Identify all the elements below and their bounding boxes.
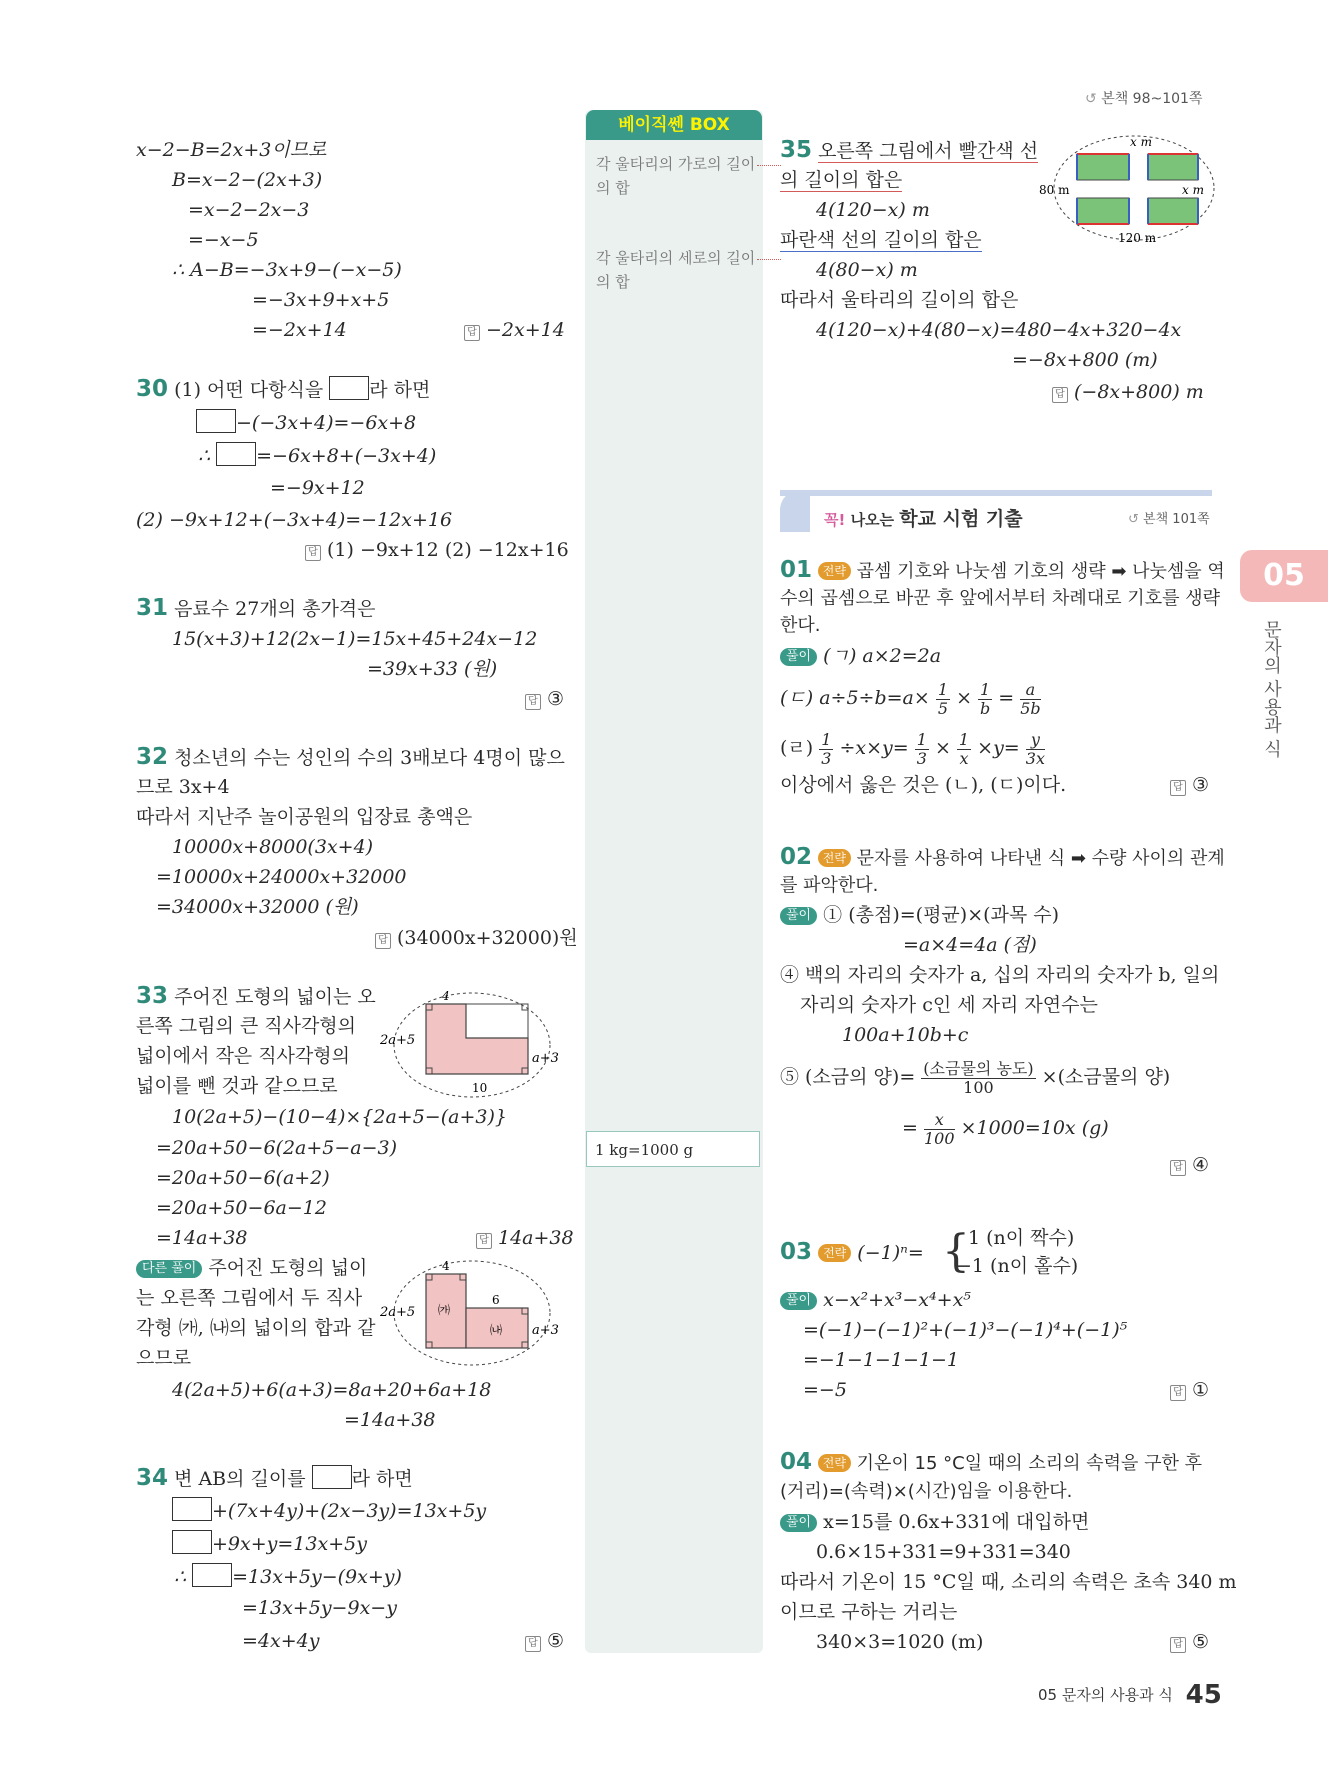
text-line: x−2−B=2x+3이므로 bbox=[136, 139, 327, 161]
text-line: =39x+33 (원) bbox=[367, 658, 498, 680]
label: 6 bbox=[492, 1293, 500, 1307]
section-ref: ↺ 본책 101쪽 bbox=[1128, 512, 1210, 527]
answer-icon: 답 bbox=[476, 1233, 492, 1249]
text-line: 10(2a+5)−(10−4)×{2a+5−(a+3)} bbox=[172, 1106, 507, 1128]
text-line: =−x−5 bbox=[188, 229, 259, 251]
answer: 답 (34000x+32000)원 bbox=[375, 926, 578, 950]
text-line: ⑤ (소금의 양)= $\frac{\text{(소금물의 농도)}}{100}$ ×(소금물의 양) bbox=[780, 1058, 1171, 1097]
text-line: +(7x+4y)+(2x−3y)=13x+5y bbox=[172, 1497, 486, 1523]
answer: 답 (1) −9x+12 (2) −12x+16 bbox=[305, 538, 569, 562]
text-line: 4(2a+5)+6(a+3)=8a+20+6a+18 bbox=[172, 1379, 492, 1401]
text-line: =13x+5y−9x−y bbox=[242, 1597, 397, 1619]
problem-35: 35 오른쪽 그림에서 빨간색 선 bbox=[780, 137, 1039, 163]
fraction: $\frac{y}{3x}$ bbox=[1025, 729, 1045, 768]
text-line: =20a+50−6(a+2) bbox=[156, 1167, 330, 1189]
text-line: =−1−1−1−1−1 bbox=[803, 1349, 959, 1371]
text-line: 른쪽 그림의 큰 직사각형의 bbox=[136, 1015, 357, 1037]
label: a+3 bbox=[532, 1051, 559, 1066]
answer-icon: 답 bbox=[375, 933, 391, 949]
fraction: $\frac{x}{100}$ bbox=[923, 1109, 955, 1148]
text-line: 수의 곱셈으로 바꾼 후 앞에서부터 차례대로 기호를 생략 bbox=[780, 588, 1220, 609]
text-line: =−8x+800 (m) bbox=[1012, 349, 1158, 371]
sidebar-note-2: 각 울타리의 세로의 길이의 합 bbox=[596, 249, 756, 291]
solution: 풀이 x=15를 0.6x+331에 대입하면 bbox=[780, 1510, 1089, 1534]
blank-box bbox=[172, 1530, 212, 1554]
text-line: 각형 ㈎, ㈏의 넓이의 합과 같 bbox=[136, 1317, 376, 1339]
text-line: 를 파악한다. bbox=[780, 875, 879, 896]
text-line: +9x+y=13x+5y bbox=[172, 1530, 367, 1556]
answer-icon: 답 bbox=[464, 325, 480, 341]
text-line: =(−1)−(−1)²+(−1)³−(−1)⁴+(−1)⁵ bbox=[803, 1319, 1128, 1341]
text-line: ④ 백의 자리의 숫자가 a, 십의 자리의 숫자가 b, 일의 bbox=[780, 964, 1220, 986]
text-line: (ㄷ) a÷5÷b=a× $\frac{1}{5}$ × $\frac{1}{b}$ = $\frac{a}{5b}$ bbox=[780, 679, 1041, 718]
fraction: $\frac{1}{b}$ bbox=[980, 679, 991, 718]
text-line: 따라서 울타리의 길이의 합은 bbox=[780, 289, 1019, 311]
answer-icon: 답 bbox=[1170, 780, 1186, 796]
problem-30: 30 (1) 어떤 다항식을 라 하면 bbox=[136, 376, 431, 402]
solution: 풀이 ① (총점)=(평균)×(과목 수) bbox=[780, 903, 1059, 927]
text-line: =−9x+12 bbox=[270, 477, 365, 499]
text-line: B=x−2−(2x+3) bbox=[172, 169, 323, 191]
label: 2a+5 bbox=[380, 1305, 416, 1320]
text-line: 15(x+3)+12(2x−1)=15x+45+24x−12 bbox=[172, 628, 538, 650]
answer: 답 ③ bbox=[1170, 773, 1209, 797]
answer: 답 ③ bbox=[525, 687, 564, 711]
label: 10 bbox=[472, 1081, 488, 1095]
text-line: 340×3=1020 (m) bbox=[816, 1631, 984, 1653]
text-line: 따라서 기온이 15 °C일 때, 소리의 속력은 초속 340 m bbox=[780, 1571, 1237, 1593]
fraction: $\frac{1}{3}$ bbox=[821, 729, 832, 768]
text-line: 자리의 숫자가 c인 세 자리 자연수는 bbox=[800, 994, 1098, 1016]
answer: 답 (−8x+800) m bbox=[1052, 380, 1204, 404]
text-line: 1 (n이 짝수) bbox=[968, 1227, 1075, 1249]
text-line: ∴ A−B=−3x+9−(−x−5) bbox=[172, 259, 402, 281]
answer: 답 14a+38 bbox=[476, 1226, 574, 1250]
figure-fence bbox=[1034, 132, 1224, 250]
text-line: 따라서 지난주 놀이공원의 입장료 총액은 bbox=[136, 806, 473, 828]
problem-32: 32 청소년의 수는 성인의 수의 3배보다 4명이 많으 bbox=[136, 744, 565, 770]
label: 120 m bbox=[1118, 231, 1157, 245]
fraction: $\frac{1}{x}$ bbox=[958, 729, 970, 768]
blank-box bbox=[312, 1465, 352, 1489]
text-line: 넓이를 뺀 것과 같으므로 bbox=[136, 1075, 338, 1097]
footer: 05 문자의 사용과 식 45 bbox=[1038, 1680, 1222, 1710]
solution: 풀이 (ㄱ) a×2=2a bbox=[780, 644, 941, 668]
text-line: 으므로 bbox=[136, 1347, 192, 1369]
blank-box bbox=[216, 442, 256, 466]
text-line: =−5 bbox=[803, 1379, 847, 1401]
note-connector bbox=[757, 259, 781, 260]
section-header bbox=[780, 490, 1212, 538]
answer-icon: 답 bbox=[1170, 1385, 1186, 1401]
text-line: =14a+38 bbox=[156, 1227, 248, 1249]
answer-icon: 답 bbox=[525, 694, 541, 710]
text-line: ∴ =−6x+8+(−3x+4) bbox=[198, 442, 436, 468]
answer-icon: 답 bbox=[1052, 387, 1068, 403]
fraction: $\frac{a}{5b}$ bbox=[1020, 679, 1041, 718]
text-line: 4(120−x)+4(80−x)=480−4x+320−4x bbox=[816, 319, 1182, 341]
sidebar-note-1: 각 울타리의 가로의 길이의 합 bbox=[596, 155, 756, 197]
text-line: −(−3x+4)=−6x+8 bbox=[196, 409, 416, 435]
label: a+3 bbox=[532, 1323, 559, 1338]
text-line: −1 (n이 홀수) bbox=[956, 1255, 1079, 1277]
text-line: 100a+10b+c bbox=[842, 1024, 969, 1046]
note-connector bbox=[757, 165, 781, 166]
text-line: 파란색 선의 길이의 합은 bbox=[780, 229, 982, 251]
label: ㈏ bbox=[490, 1323, 503, 1337]
problem-34: 34 변 AB의 길이를 라 하면 bbox=[136, 1465, 413, 1491]
text-line: 이상에서 옳은 것은 (ㄴ), (ㄷ)이다. bbox=[780, 774, 1067, 796]
refresh-icon: ↺ bbox=[1085, 91, 1097, 107]
text-line: 0.6×15+331=9+331=340 bbox=[816, 1541, 1071, 1563]
problem-33: 33 주어진 도형의 넓이는 오 bbox=[136, 983, 376, 1009]
label: 4 bbox=[442, 990, 450, 1003]
blank-box bbox=[196, 409, 236, 433]
page-number: 45 bbox=[1185, 1680, 1222, 1710]
basic-box-title: 베이직쎈 BOX bbox=[586, 110, 762, 140]
answer: 답 ⑤ bbox=[525, 1629, 564, 1653]
section-title: 꼭! 나오는 학교 시험 기출 bbox=[824, 508, 1023, 530]
label: x m bbox=[1182, 183, 1204, 197]
chapter-tab[interactable]: 05 bbox=[1240, 550, 1328, 602]
text-line: 넓이에서 작은 직사각형의 bbox=[136, 1045, 350, 1067]
chapter-tab-label: 문자의 사용과 식 bbox=[1261, 620, 1282, 758]
text-line: 4(80−x) m bbox=[816, 259, 918, 281]
label: 2a+5 bbox=[380, 1033, 416, 1048]
text-line: 4(120−x) m bbox=[816, 199, 930, 221]
answer-icon: 답 bbox=[305, 545, 321, 561]
question-02: 02 전략 문자를 사용하여 나타낸 식 ➡ 수량 사이의 관계 bbox=[780, 844, 1225, 870]
text-line: ∴ =13x+5y−(9x+y) bbox=[174, 1563, 402, 1589]
text-line: =34000x+32000 (원) bbox=[156, 896, 359, 918]
text-line: 는 오른쪽 그림에서 두 직사 bbox=[136, 1287, 363, 1309]
text-line: =10000x+24000x+32000 bbox=[156, 866, 407, 888]
answer: 답 ④ bbox=[1170, 1153, 1209, 1177]
text-line: =−3x+9+x+5 bbox=[252, 289, 390, 311]
refresh-icon: ↺ bbox=[1128, 512, 1139, 527]
label: 80 m bbox=[1039, 183, 1070, 197]
fraction: $\frac{\text{(소금물의 농도)}}{100}$ bbox=[923, 1058, 1034, 1097]
text-line: =−2x+14 bbox=[252, 319, 347, 341]
text-line: 므로 3x+4 bbox=[136, 776, 230, 798]
text-line: 10000x+8000(3x+4) bbox=[172, 836, 374, 858]
fraction: $\frac{1}{5}$ bbox=[937, 679, 949, 718]
blank-box bbox=[329, 376, 369, 400]
figure-l-shape bbox=[380, 990, 570, 1100]
answer-icon: 답 bbox=[525, 1636, 541, 1652]
answer: 답 −2x+14 bbox=[464, 318, 565, 342]
label: x m bbox=[1130, 135, 1152, 149]
text-line: 한다. bbox=[780, 615, 821, 636]
blank-box bbox=[172, 1497, 212, 1521]
text-line: =20a+50−6a−12 bbox=[156, 1197, 327, 1219]
text-line: 의 길이의 합은 bbox=[780, 169, 903, 191]
answer: 답 ⑤ bbox=[1170, 1630, 1209, 1654]
alt-solution: 다른 풀이 주어진 도형의 넓이 bbox=[136, 1256, 367, 1280]
page-ref: ↺ 본책 98~101쪽 bbox=[1085, 91, 1203, 107]
text-line: 이므로 구하는 거리는 bbox=[780, 1601, 958, 1623]
text-line: (거리)=(속력)×(시간)임을 이용한다. bbox=[780, 1481, 1073, 1502]
text-line: = $\frac{x}{100}$ ×1000=10x (g) bbox=[902, 1109, 1109, 1148]
text-line: =14a+38 bbox=[344, 1409, 436, 1431]
answer-icon: 답 bbox=[1170, 1160, 1186, 1176]
label: ㈎ bbox=[438, 1303, 451, 1317]
figure-two-rectangles bbox=[380, 1258, 570, 1368]
answer-icon: 답 bbox=[1170, 1637, 1186, 1653]
problem-31: 31 음료수 27개의 총가격은 bbox=[136, 595, 376, 621]
text-line: (2) −9x+12+(−3x+4)=−12x+16 bbox=[136, 509, 453, 531]
answer: 답 ① bbox=[1170, 1378, 1209, 1402]
text-line: (ㄹ) $\frac{1}{3}$ ÷x×y= $\frac{1}{3}$ × $\frac{1}{x}$ ×y= $\frac{y}{3x}$ bbox=[780, 729, 1045, 768]
brace: { bbox=[942, 1226, 970, 1277]
solution: 풀이 x−x²+x³−x⁴+x⁵ bbox=[780, 1288, 971, 1312]
question-01: 01 전략 곱셈 기호와 나눗셈 기호의 생략 ➡ 나눗셈을 역 bbox=[780, 557, 1225, 583]
label: 4 bbox=[442, 1259, 450, 1273]
basic-box-sidebar bbox=[585, 110, 763, 1653]
section-header-accent bbox=[780, 490, 810, 532]
text-line: =20a+50−6(2a+5−a−3) bbox=[156, 1137, 398, 1159]
text-line: =x−2−2x−3 bbox=[188, 199, 310, 221]
question-03: 03 전략 (−1)ⁿ= bbox=[780, 1239, 924, 1265]
text-line: =4x+4y bbox=[242, 1630, 320, 1652]
text-line: =a×4=4a (점) bbox=[903, 934, 1037, 956]
question-04: 04 전략 기온이 15 °C일 때의 소리의 속력을 구한 후 bbox=[780, 1449, 1203, 1475]
sidebar-note-3: 1 kg=1000 g bbox=[586, 1131, 760, 1167]
fraction: $\frac{1}{3}$ bbox=[916, 729, 927, 768]
blank-box bbox=[192, 1563, 232, 1587]
